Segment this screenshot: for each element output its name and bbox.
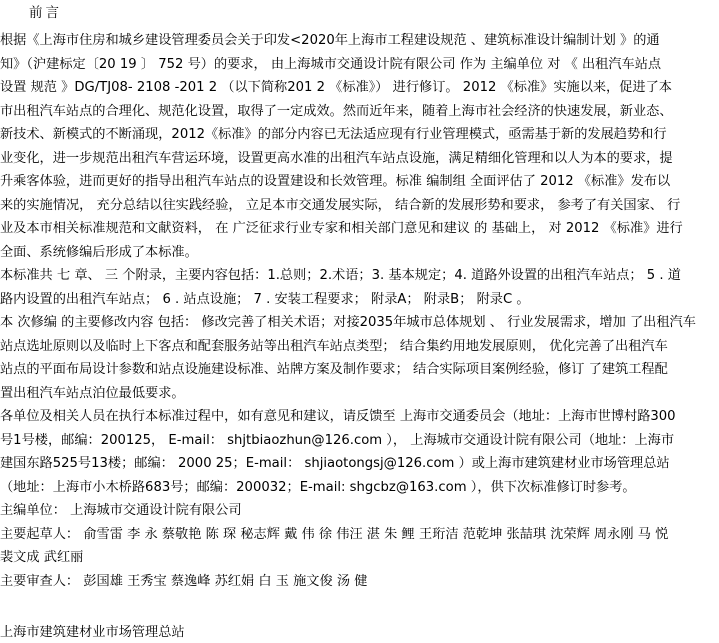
body-line: 置出租汽车站点泊位最低要求。 xyxy=(0,385,185,401)
body-line: 站点的平面布局设计参数和站点设施建设标准、站牌方案及制作要求； 结合实际项目案例经验，修订 了建筑工程配 xyxy=(0,362,668,377)
body-line: 知》（沪建标定〔20 19 〕 752 号）的要求， 由上海城市交通设计院有限公司 作为 主编单位 对 《 出租汽车站点 xyxy=(0,56,662,72)
body-line: 市出租汽车站点的合理化、规范化设置，取得了一定成效。然而近年来，随着上海市社会经济的快速发展，新业态、 xyxy=(0,103,673,119)
main-reviewers-line: 主要审查人： 彭国雄 王秀宝 蔡逸峰 苏红娟 白 玉 施文俊 汤 健 xyxy=(0,573,368,589)
body-line: 本 次修编 的主要修改内容 包括： 修改完善了相关术语；对接2035年城市总体规划 、 行业发展需求，增加 了出租汽车 xyxy=(0,315,696,330)
body-line: 业变化，进一步规范出租汽车营运环境，设置更高水准的出租汽车站点设施，满足精细化管理和以人为本的要求，提 xyxy=(0,150,673,166)
body-line: 各单位及相关人员在执行本标准过程中，如有意见和建议，请反馈至 上海市交通委员会（地址：上海市世博村路300 xyxy=(0,409,676,424)
body-line: 设置 规范 》DG/TJ08- 2108 -201 2 （以下简称201 2 《标准》） 进行修订。 2012 《标准》实施以来，促进了本 xyxy=(0,80,672,95)
body-line: 根据《上海市住房和城乡建设管理委员会关于印发<2020年上海市工程建设规范 、建筑标准设计编制计划 》的通 xyxy=(0,33,660,48)
body-line: （地址：上海市小木桥路683号；邮编：200032；E-mail: shgcbz@163.com ），供下次标准修订时参考。 xyxy=(0,479,636,495)
body-line: 本标准共 七 章、 三 个附录，主要内容包括：1.总则；2.术语；3. 基本规定；4. 道路外设置的出租汽车站点； 5 . 道 xyxy=(0,268,681,283)
preface-body xyxy=(0,29,719,593)
body-line: 升乘客体验，进而更好的指导出租汽车站点的设置建设和长效管理。标准 编制组 全面评估了 2012 《标准》发布以 xyxy=(0,174,671,189)
body-line: 来的实施情况， 充分总结以往实践经验， 立足本市交通发展实际， 结合新的发展形势和要求， 参考了有关国家、 行 xyxy=(0,197,681,213)
main-drafters-line: 主要起草人： 俞雪雷 李 永 蔡敬艳 陈 琛 秘志辉 戴 伟 徐 伟汪 湛 朱 鲤 王珩洁 范乾坤 张喆琪 沈荣辉 周永刚 马 悦 xyxy=(0,526,669,542)
footer-organization: 上海市建筑建材业市场管理总站 xyxy=(0,625,185,640)
body-line: 建国东路525号13楼；邮编： 2000 25；E-mail： shjiaotongsj@126.com ）或上海市建筑建材业市场管理总站 xyxy=(0,456,670,471)
body-line: 号1号楼，邮编：200125， E-mail： shjtbiaozhun@126.com ）， 上海城市交通设计院有限公司（地址：上海市 xyxy=(0,432,675,448)
body-line: 路内设置的出租汽车站点； 6 . 站点设施； 7 . 安装工程要求； 附录A； 附录B； 附录C 。 xyxy=(0,291,530,307)
body-line: 全面、系统修编后形成了本标准。 xyxy=(0,244,198,260)
main-drafters-line: 裴文成 武红丽 xyxy=(0,550,84,565)
preface-heading: 前言 xyxy=(29,5,62,21)
body-line: 新技术、新模式的不断涌现，2012《标准》的部分内容已无法适应现有行业管理模式，亟需基于新的发展趋势和行 xyxy=(0,127,667,142)
body-line: 业及本市相关标准规范和文献资料， 在 广泛征求行业专家和相关部门意见和建议 的 基础上， 对 2012 《标准》进行 xyxy=(0,221,683,236)
chief-editor-unit-line: 主编单位： 上海城市交通设计院有限公司 xyxy=(0,503,242,518)
body-line: 站点选址原则以及临时上下客点和配套服务站等出租汽车站点类型； 结合集约用地发展原则， 优化完善了出租汽车 xyxy=(0,338,668,354)
